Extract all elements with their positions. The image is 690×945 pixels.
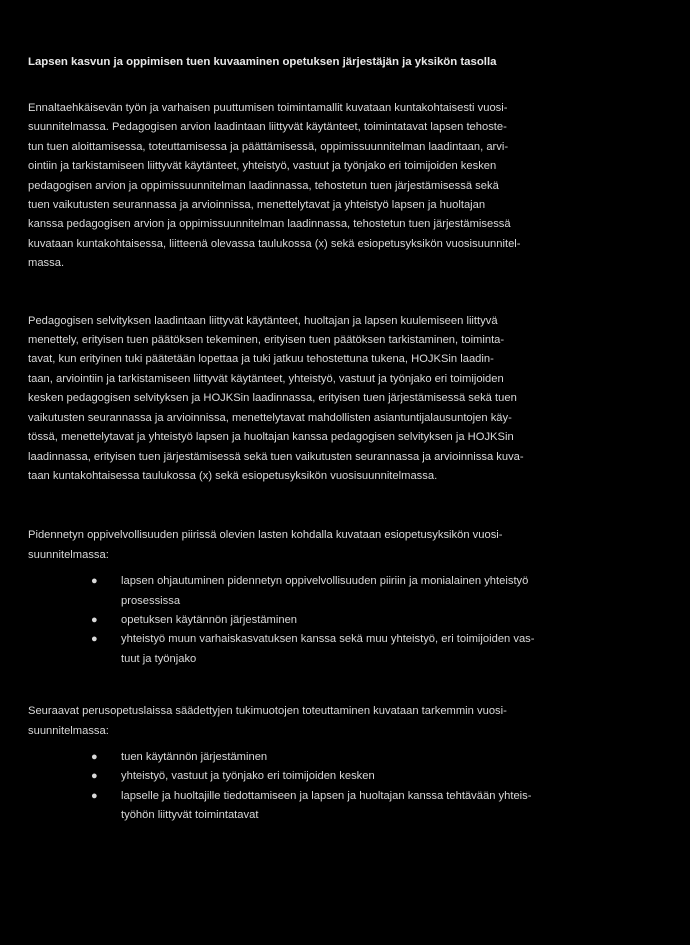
paragraph-line: massa.	[28, 257, 65, 270]
bullet-dot-icon: ●	[91, 633, 98, 646]
paragraph-line: tavat, kun erityinen tuki päätetään lopettaa ja tuki jatkuu tehostettuna tukena, HOJKSin laadin-	[28, 353, 494, 366]
paragraph-line: menettely, erityisen tuen päätöksen tekeminen, erityisen tuen päätöksen tarkistaminen, toiminta-	[28, 334, 505, 347]
paragraph-line: tuen vaikutusten seurannassa ja arvioinnissa, menettelytavat ja yhteistyö lapsen ja huoltajan	[28, 199, 486, 212]
paragraph-3	[28, 526, 668, 565]
bullet-dot-icon: ●	[91, 613, 98, 626]
paragraph-line: Ennaltaehkäisevän työn ja varhaisen puuttumisen toimintamallit kuvataan kuntakohtaisesti vuosi-	[28, 102, 508, 114]
list-item	[28, 630, 668, 669]
paragraph-line: Pedagogisen selvityksen laadintaan liittyvät käytänteet, huoltajan ja lapsen kuulemiseen liittyvä	[28, 314, 498, 327]
bullet-dot-icon: ●	[91, 789, 98, 802]
paragraph-line: vaikutusten seurannassa ja arvioinnissa, menettelytavat mahdollisten asiantuntijalausuntojen käy-	[28, 411, 512, 424]
bullet-list-2	[28, 748, 668, 826]
paragraph-line: taan, arviointiin ja tarkistamiseen liittyvät käytänteet, yhteistyö, vastuut ja työnjako eri toimijoiden	[28, 372, 504, 385]
bullet-dot-icon: ●	[91, 750, 98, 763]
bullet-list-1	[28, 572, 668, 669]
paragraph-line: suunnitelmassa:	[28, 548, 109, 561]
list-item	[28, 748, 668, 767]
list-item-line: tuen käytännön järjestäminen	[121, 750, 268, 763]
paragraph-line: ointiin ja tarkistamiseen liittyvät käytänteet, yhteistyö, vastuut ja työnjako eri toimijoiden kesken	[28, 160, 497, 173]
list-item	[28, 572, 668, 611]
paragraph-line: Pidennetyn oppivelvollisuuden piirissä olevien lasten kohdalla kuvataan esiopetusyksikön vuosi-	[28, 529, 503, 542]
paragraph-line: Seuraavat perusopetuslaissa säädettyjen tukimuotojen toteuttaminen kuvataan tarkemmin vuosi-	[28, 705, 507, 718]
list-item	[28, 787, 668, 826]
paragraph-line: kanssa pedagogisen arvion ja oppimissuunnitelman laadinnassa, tehostetun tuen järjestämisessä	[28, 218, 511, 231]
list-item-line: prosessissa	[121, 594, 181, 607]
bullet-dot-icon: ●	[91, 770, 98, 783]
list-item-line: lapselle ja huoltajille tiedottamiseen ja lapsen ja huoltajan kanssa tehtävään yhteis-	[121, 789, 532, 802]
section-heading: Lapsen kasvun ja oppimisen tuen kuvaaminen opetuksen järjestäjän ja yksikön tasolla	[28, 56, 497, 68]
paragraph-line: kuvataan kuntakohtaisessa, liitteenä olevassa taulukossa (x) sekä esiopetusyksikön vuosisuunnitel-	[28, 237, 521, 250]
list-item	[28, 767, 668, 786]
bullet-dot-icon: ●	[91, 575, 98, 588]
paragraph-line: suunnitelmassa:	[28, 724, 109, 737]
paragraph-1	[28, 99, 668, 274]
paragraph-line: tun tuen aloittamisessa, toteuttamisessa ja päättämisessä, oppimissuunnitelman laadintaan, arvi-	[28, 140, 509, 153]
list-item-line: lapsen ohjautuminen pidennetyn oppivelvollisuuden piiriin ja monialainen yhteistyö	[121, 575, 529, 588]
list-item-line: yhteistyö, vastuut ja työnjako eri toimijoiden kesken	[121, 770, 375, 783]
list-item	[28, 611, 668, 630]
paragraph-line: pedagogisen arvion ja oppimissuunnitelman laadinnassa, tehostetun tuen järjestämisessä sekä	[28, 179, 499, 192]
list-item-line: opetuksen käytännön järjestäminen	[121, 613, 298, 626]
list-item-line: työhön liittyvät toimintatavat	[121, 809, 259, 822]
document-page	[28, 52, 668, 826]
paragraph-line: kesken pedagogisen selvityksen ja HOJKSin laadinnassa, erityisen tuen järjestämisessä sekä tuen	[28, 392, 517, 405]
paragraph-4	[28, 702, 668, 741]
paragraph-2	[28, 312, 668, 487]
paragraph-line: suunnitelmassa. Pedagogisen arvion laadintaan liittyvät käytänteet, toimintatavat lapsen tehoste-	[28, 121, 507, 134]
list-item-line: yhteistyö muun varhaiskasvatuksen kanssa sekä muu yhteistyö, eri toimijoiden vas-	[121, 633, 535, 646]
paragraph-line: tössä, menettelytavat ja yhteistyö lapsen ja huoltajan kanssa pedagogisen selvityksen ja HOJKSin	[28, 431, 514, 444]
list-item-line: tuut ja työnjako	[121, 652, 197, 665]
paragraph-line: taan kuntakohtaisessa taulukossa (x) sekä esiopetusyksikön vuosisuunnitelmassa.	[28, 469, 438, 482]
paragraph-line: laadinnassa, erityisen tuen järjestämisessä sekä tuen vaikutusten seurannassa ja arvioinnissa kuva-	[28, 450, 524, 463]
